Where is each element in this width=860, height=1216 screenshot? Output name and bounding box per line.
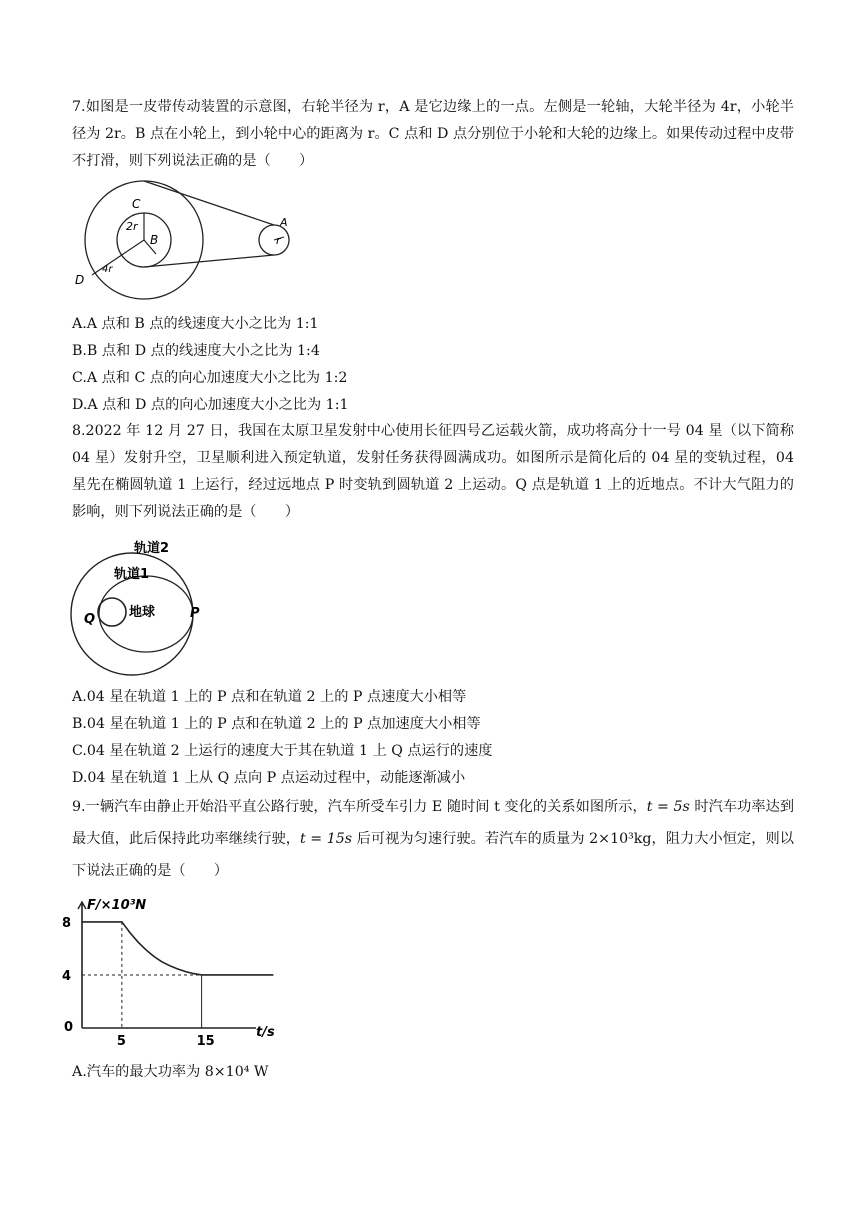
x-tick-label: 15 xyxy=(196,1034,215,1049)
q9-stem-part-2: 时汽车功率达到最大值，此后保持此功率继续行驶， xyxy=(72,799,795,847)
q7-stem: 7.如图是一皮带传动装置的示意图，右轮半径为 r，A 是它边缘上的一点。左侧是一轮轴，大轮半径为 4r，小轮半径为 2r。B 点在小轮上，到小轮中心的距离为 r。C 点和 D 点分别位于小轮和大轮的边缘上。如果传动过程中皮带不打滑，则下列说法正确的是（ ） xyxy=(72,99,794,169)
label-A: A xyxy=(280,216,288,229)
q8-option-d[interactable]: D.04 星在轨道 1 上从 Q 点向 P 点运动过程中，动能逐渐减小 xyxy=(72,770,466,786)
x-tick-label: 0 xyxy=(64,1020,74,1035)
q8-option-a[interactable]: A.04 星在轨道 1 上的 P 点和在轨道 2 上的 P 点速度大小相等 xyxy=(72,689,467,705)
label-2r: 2r xyxy=(126,220,138,233)
label-C: C xyxy=(132,197,141,211)
x-axis-label: t/s xyxy=(256,1025,275,1040)
q9-option-a[interactable]: A.汽车的最大功率为 8×10⁴ W xyxy=(72,1064,269,1080)
point-Q-label: Q xyxy=(84,612,96,627)
label-4r: 4r xyxy=(102,264,113,275)
q7-option-b[interactable]: B.B 点和 D 点的线速度大小之比为 1:4 xyxy=(72,343,320,359)
q8-orbit-figure xyxy=(68,534,208,676)
q9-stem-part-4: ，阻力大小恒定，则以下说法正确的是（ ） xyxy=(72,831,794,879)
q9-force-time-chart xyxy=(60,894,285,1054)
q9-mass: 2×10³kg xyxy=(589,831,652,847)
x-tick-label: 5 xyxy=(116,1034,126,1049)
label-B: B xyxy=(150,233,159,247)
y-tick-label: 4 xyxy=(62,968,72,984)
label-r: r xyxy=(276,234,281,247)
earth-label: 地球 xyxy=(129,605,156,620)
point-P-label: P xyxy=(190,606,200,621)
q8-option-c[interactable]: C.04 星在轨道 2 上运行的速度大于其在轨道 1 上 Q 点运行的速度 xyxy=(72,743,493,759)
q9-time-5s: t = 5s xyxy=(646,799,690,815)
force-curve xyxy=(82,922,273,975)
q9-stem-part-3: 后可视为匀速行驶。若汽车的质量为 xyxy=(352,831,590,847)
label-D: D xyxy=(75,273,85,287)
q9-stem-part-1: 9.一辆汽车由静止开始沿平直公路行驶，汽车所受车引力 E 随时间 t 变化的关系如图所示， xyxy=(72,799,647,815)
q8-option-b[interactable]: B.04 星在轨道 1 上的 P 点和在轨道 2 上的 P 点加速度大小相等 xyxy=(72,716,481,732)
y-tick-label: 8 xyxy=(62,915,72,931)
q8-stem: 8.2022 年 12 月 27 日，我国在太原卫星发射中心使用长征四号乙运载火箭，成功将高分十一号 04 星（以下简称 04 星）发射升空，卫星顺利进入预定轨道，发射任务获得圆满成功。如图所示是简化后的 04 星的变轨过程，04 星先在椭圆轨道 1 上运行，经过远地点 P 时变轨到圆轨道 2 上运动。Q 点是轨道 1 上的近地点。不计大气阻力的影响，则下列说法正确的是（ ） xyxy=(72,423,794,520)
q7-belt-pulley-figure xyxy=(72,180,302,300)
q9-time-15s: t = 15s xyxy=(299,831,353,847)
orbit-1-label: 轨道1 xyxy=(114,567,150,582)
orbit-2-label: 轨道2 xyxy=(134,541,170,556)
q9-stem xyxy=(72,791,794,887)
q7-option-d[interactable]: D.A 点和 D 点的向心加速度大小之比为 1:1 xyxy=(72,397,349,413)
y-axis-label: F/×10³N xyxy=(87,898,147,913)
q7-option-c[interactable]: C.A 点和 C 点的向心加速度大小之比为 1:2 xyxy=(72,370,348,386)
q7-option-a[interactable]: A.A 点和 B 点的线速度大小之比为 1:1 xyxy=(72,316,319,332)
